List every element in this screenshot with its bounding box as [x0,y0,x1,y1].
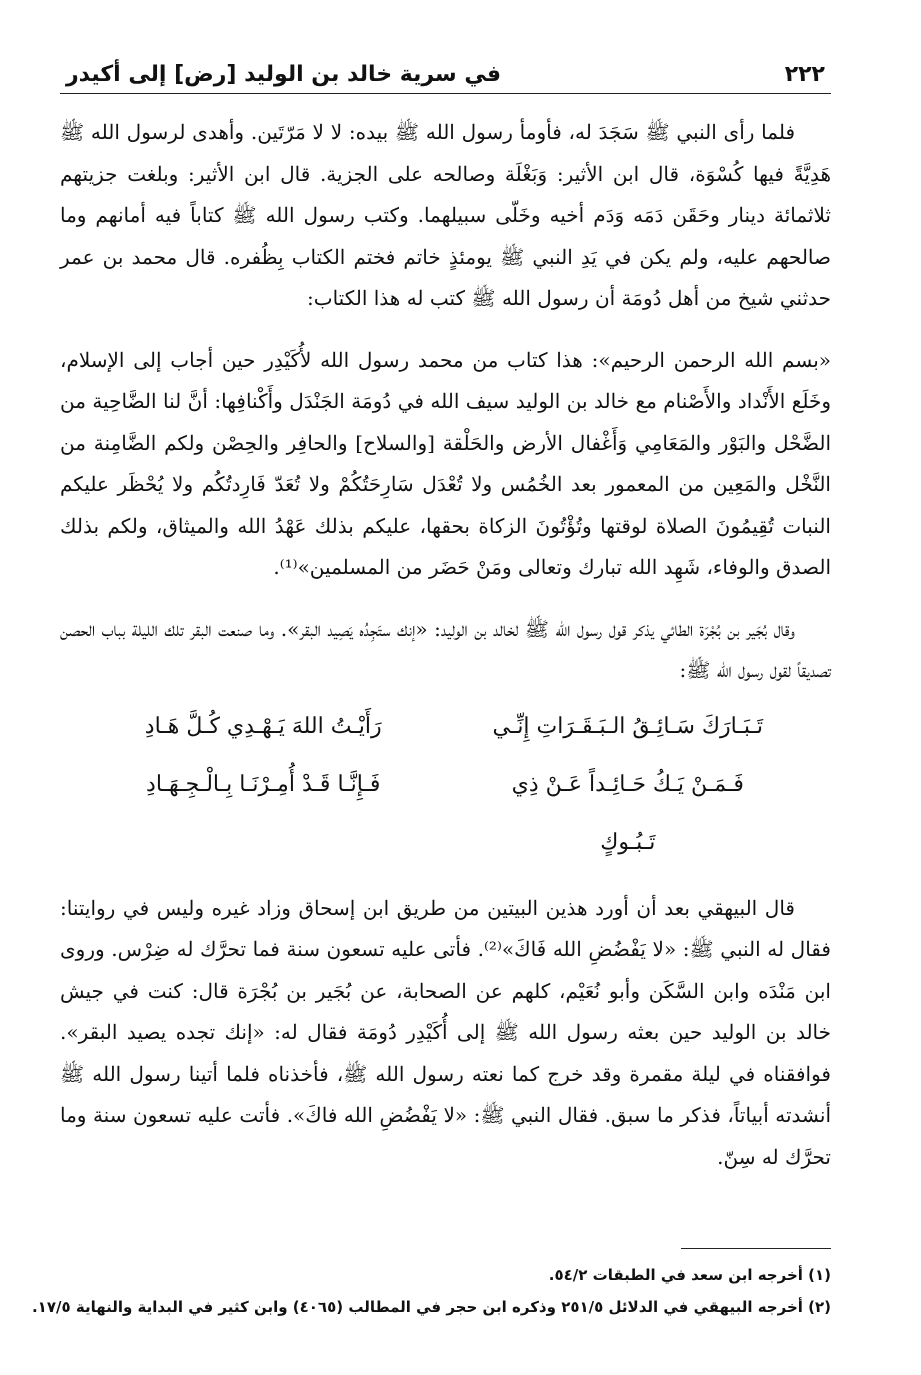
footnote-2: (٢) أخرجه البيهقي في الدلائل ٢٥١/٥ وذكره ابن حجر في المطالب (٤٠٦٥) وابن كثير في البداية والنهاية ١٧/٥. [31,1298,831,1316]
paragraph-letter: «بسم الله الرحمن الرحيم»: هذا كتاب من محمد رسول الله لأُكَيْدِر حين أجاب إلى الإسلام، وخَلَع الأَنْداد والأَصْنام مع خالد بن الوليد سيف الله في دُومَة الجَنْدَل وأَكْنافِها: أنَّ لنا الضَّاحِية من الضَّحْل والبَوْر والمَعَامِي وَأَغْفال الأرض والحَلْقة [والسلاح] والحافِر والحِصْن ولكم الضَّامِنة من النَّخْل والمَعِين من المعمور بعد الخُمُس ولا تُعْدَل سَارِحَتُكُمْ ولا تُعَدّ فَارِدتُكُم ولا يُحْظَر عليكم النبات تُقِيمُونَ الصلاة لوقتها وتُؤْتُونَ الزكاة بحقها، عليكم بذلك عَهْدُ الله والميثاق، ولكم بذلك الصدق والوفاء، شَهِد الله تبارك وتعالى ومَنْ حَضَر من المسلمين»⁽¹⁾. [60,347,831,579]
book-page [31,0,831,1375]
footnotes [31,1248,831,1323]
verse-1-second-hemistich: رَأَيْـتُ اللهَ يَـهْـدِي كُـلَّ هَـادِ [144,713,382,739]
verse-2-first-hemistich: فَـمَـنْ يَـكُ حَـائِـداً عَـنْ ذِي تَـبُـوكٍ [511,771,744,855]
paragraph-1: فلما رأى النبي ﷺ سَجَدَ له، فأومأ رسول الله ﷺ بيده: لا لا مَرّتَين. وأهدى لرسول الله ﷺ هَدِيَّةً فيها كُسْوَة، قال ابن الأثير: وَبَغْلَة وصالحه على الجزية. قال ابن الأثير: وبلغت جزيتهم ثلاثمائة دينار وحَقَن دَمَه وَدَم أخيه وخَلّى سبيلهما. وكتب رسول الله ﷺ كتاباً فيه أمانهم وما صالحهم عليه، ولم يكن في يَدِ النبي ﷺ يومئذٍ خاتم فختم الكتاب بِظُفره. قال محمد بن عمر حدثني شيخ من أهل دُومَة أن رسول الله ﷺ كتب له هذا الكتاب: [60,120,831,310]
footnote-divider [681,1248,831,1249]
verse-1 [60,698,831,756]
verse-2-second-hemistich: فَـإِنَّـا قَـدْ أُمِـرْنَـا بِـالْـجِـهَـادِ [146,771,381,797]
page-body [60,112,831,1178]
running-title: في سرية خالد بن الوليد [رض] إلى أكيدر [66,62,502,87]
page-header [60,52,831,94]
poem-verses [60,698,831,872]
footnote-1: (١) أخرجه ابن سعد في الطبقات ٥٤/٢. [548,1266,831,1284]
verse-1-first-hemistich: تَـبَـارَكَ سَـائِـقُ الـبَـقَـرَاتِ إِنِّـي [492,713,764,739]
page-number: ٢٢٢ [784,62,825,87]
paragraph-final: قال البيهقي بعد أن أورد هذين البيتين من طريق ابن إسحاق وزاد غيره وليس في روايتنا: فقال له النبي ﷺ: «لا يَفْضُضِ الله فَاكَ»⁽²⁾. فأتى عليه تسعون سنة فما تحرَّك له ضِرْس. وروى ابن مَنْدَه وابن السَّكَن وأبو نُعَيْم، كلهم عن الصحابة، عن بُجَير بن بُجْرَة قال: كنت في جيش خالد بن الوليد حين بعثه رسول الله ﷺ إلى أُكَيْدِر دُومَة فقال له: «إنك تجده يصيد البقر». فوافقناه في ليلة مقمرة وقد خرج كما نعته رسول الله ﷺ، فأخذناه فلما أتينا رسول الله ﷺ أنشدته أبياتاً، فذكر ما سبق. فقال النبي ﷺ: «لا يَفْضُضِ الله فاكَ». فأتت عليه تسعون سنة وما تحرَّك له سِنّ. [60,895,831,1169]
verse-2 [60,756,831,872]
paragraph-3: وقال بُجَير بن بُجْرَة الطائي يذكر قول رسول الله ﷺ لخالد بن الوليد: «إنك ستَجِدُه يَصِيد البقر». وما صنعت البقر تلك الليلة بباب الحصن تصديقاً لقول رسول الله ﷺ: [60,616,831,682]
